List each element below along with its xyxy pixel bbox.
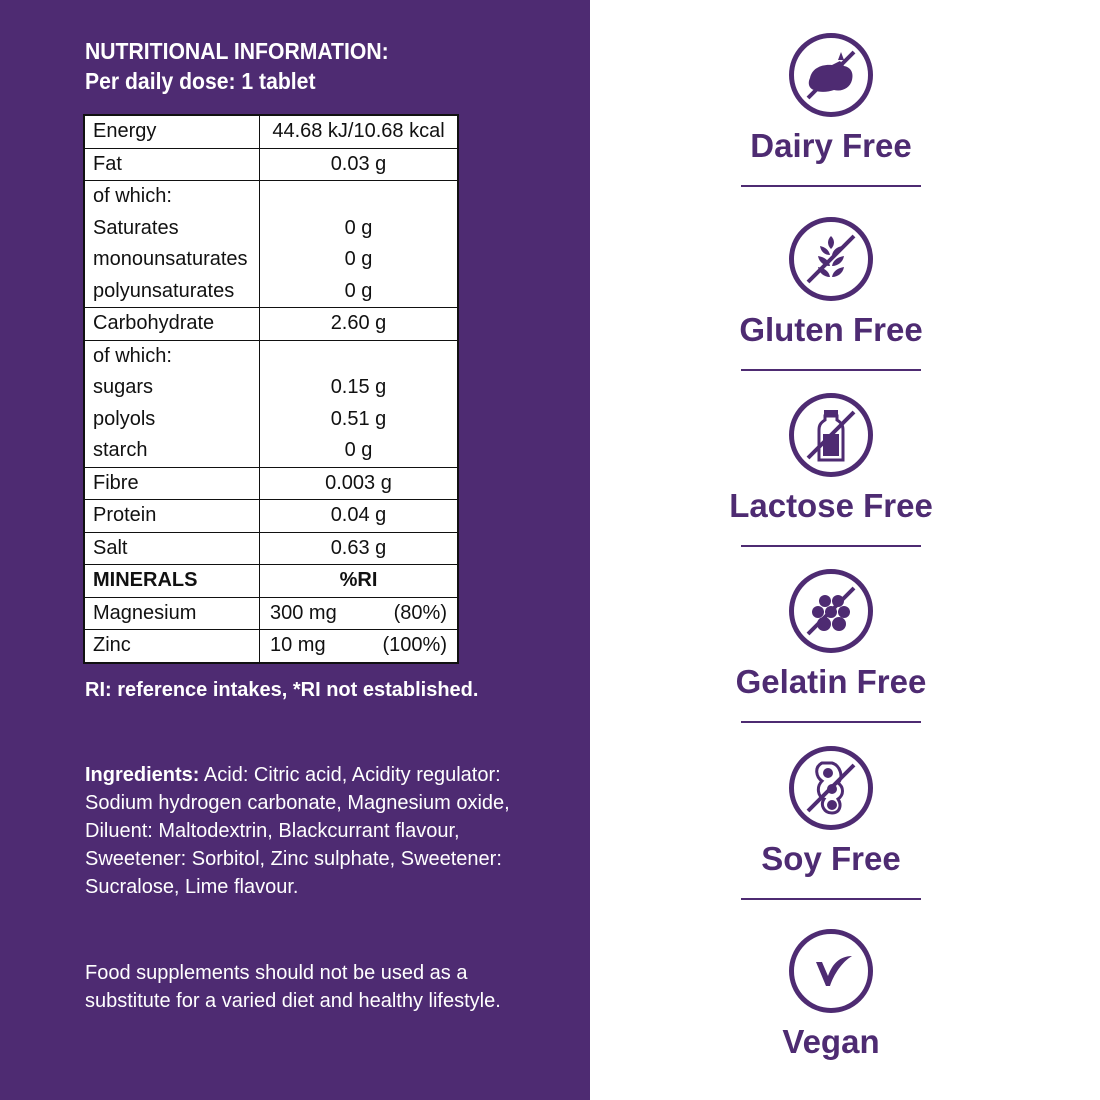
leaf-icon bbox=[794, 934, 868, 1008]
table-row-energy bbox=[84, 115, 458, 148]
nutrient-name: polyunsaturates bbox=[93, 279, 235, 302]
gelatin-balls-icon bbox=[794, 574, 868, 648]
nutrient-value: 44.68 kJ/10.68 kcal bbox=[260, 115, 459, 148]
table-row-carb-breakdown bbox=[84, 340, 458, 467]
badge-label: Gelatin Free bbox=[735, 663, 927, 700]
mineral-ri: (100%) bbox=[382, 634, 447, 656]
breakdown-header: of which: bbox=[93, 344, 172, 367]
nutrition-table bbox=[83, 114, 459, 664]
nutrition-heading bbox=[85, 36, 389, 96]
nutrient-value: 0.51 g bbox=[330, 407, 387, 430]
nutrient-value: 0 g bbox=[344, 279, 373, 302]
nutrient-value: 0.03 g bbox=[260, 148, 459, 181]
nutrient-name: sugars bbox=[93, 376, 154, 398]
badge-vegan bbox=[700, 929, 962, 1061]
soybean-icon bbox=[794, 751, 868, 825]
divider bbox=[741, 898, 921, 900]
nutrient-name: Fibre bbox=[84, 467, 260, 500]
nutrient-value: 0.15 g bbox=[330, 376, 387, 398]
table-row-carbohydrate bbox=[84, 308, 458, 341]
divider bbox=[741, 369, 921, 371]
nutrient-name: Protein bbox=[84, 500, 260, 533]
nutrient-name: Saturates bbox=[93, 216, 179, 239]
mineral-name: Magnesium bbox=[84, 597, 260, 630]
ingredients-list: Acid: Citric acid, Acidity regulator: Sodium hydrogen carbonate, Magnesium oxide, Diluent: Maltodextrin, Blackcurrant flavour, Sweetener: Sorbitol, Zinc sulphate, Sweetener: Sucralose, Lime flavour. bbox=[85, 764, 510, 898]
heading-title: NUTRITIONAL INFORMATION: bbox=[85, 38, 389, 64]
badge-soy-free bbox=[700, 746, 962, 900]
mineral-amount: 10 mg bbox=[270, 634, 326, 656]
ri-header: %RI bbox=[260, 565, 459, 598]
table-row-fat bbox=[84, 148, 458, 181]
table-row-salt bbox=[84, 532, 458, 565]
mineral-amount: 300 mg bbox=[270, 601, 337, 624]
nutrient-name: Fat bbox=[84, 148, 260, 181]
nutrient-name: polyols bbox=[93, 407, 156, 430]
mineral-name: Zinc bbox=[84, 630, 260, 663]
badge-label: Vegan bbox=[782, 1023, 880, 1060]
divider bbox=[741, 185, 921, 187]
nutrient-name: monounsaturates bbox=[93, 248, 248, 270]
nutrient-value: 0.003 g bbox=[260, 467, 459, 500]
divider bbox=[741, 545, 921, 547]
supplement-disclaimer: Food supplements should not be used as a substitute for a varied diet and healthy lifestyle. bbox=[85, 962, 501, 1012]
mineral-ri: (80%) bbox=[393, 601, 447, 624]
nutrient-value: 0.04 g bbox=[260, 500, 459, 533]
wheat-icon bbox=[794, 222, 868, 296]
ri-footnote: RI: reference intakes, *RI not established. bbox=[85, 679, 479, 701]
nutrient-value: 0 g bbox=[344, 248, 373, 270]
badge-gelatin-free bbox=[700, 569, 962, 723]
divider bbox=[741, 721, 921, 723]
nutrient-name: starch bbox=[93, 439, 148, 461]
table-row-fat-breakdown bbox=[84, 181, 458, 308]
badge-label: Soy Free bbox=[761, 840, 901, 877]
nutrient-value: 0 g bbox=[344, 216, 373, 239]
nutrient-value: 0 g bbox=[344, 439, 373, 461]
cow-icon bbox=[794, 38, 868, 112]
heading-dose: Per daily dose: 1 tablet bbox=[85, 68, 316, 94]
table-row-minerals-header bbox=[84, 565, 458, 598]
ingredients-text bbox=[85, 761, 525, 901]
milk-bottle-icon bbox=[794, 398, 868, 472]
breakdown-header: of which: bbox=[93, 185, 172, 207]
nutrient-value: 2.60 g bbox=[260, 308, 459, 341]
nutrient-name: Energy bbox=[84, 115, 260, 148]
nutrient-value: 0.63 g bbox=[260, 532, 459, 565]
table-row-zinc bbox=[84, 630, 458, 663]
minerals-header: MINERALS bbox=[84, 565, 260, 598]
badge-label: Gluten Free bbox=[739, 311, 923, 348]
badge-gluten-free bbox=[700, 217, 962, 371]
nutrient-name: Salt bbox=[84, 532, 260, 565]
badge-lactose-free bbox=[700, 393, 962, 547]
table-row-fibre bbox=[84, 467, 458, 500]
badge-label: Dairy Free bbox=[750, 127, 912, 164]
badge-dairy-free bbox=[700, 33, 962, 187]
badge-label: Lactose Free bbox=[729, 487, 933, 524]
table-row-magnesium bbox=[84, 597, 458, 630]
nutrient-name: Carbohydrate bbox=[84, 308, 260, 341]
ingredients-label: Ingredients: bbox=[85, 764, 200, 786]
table-row-protein bbox=[84, 500, 458, 533]
